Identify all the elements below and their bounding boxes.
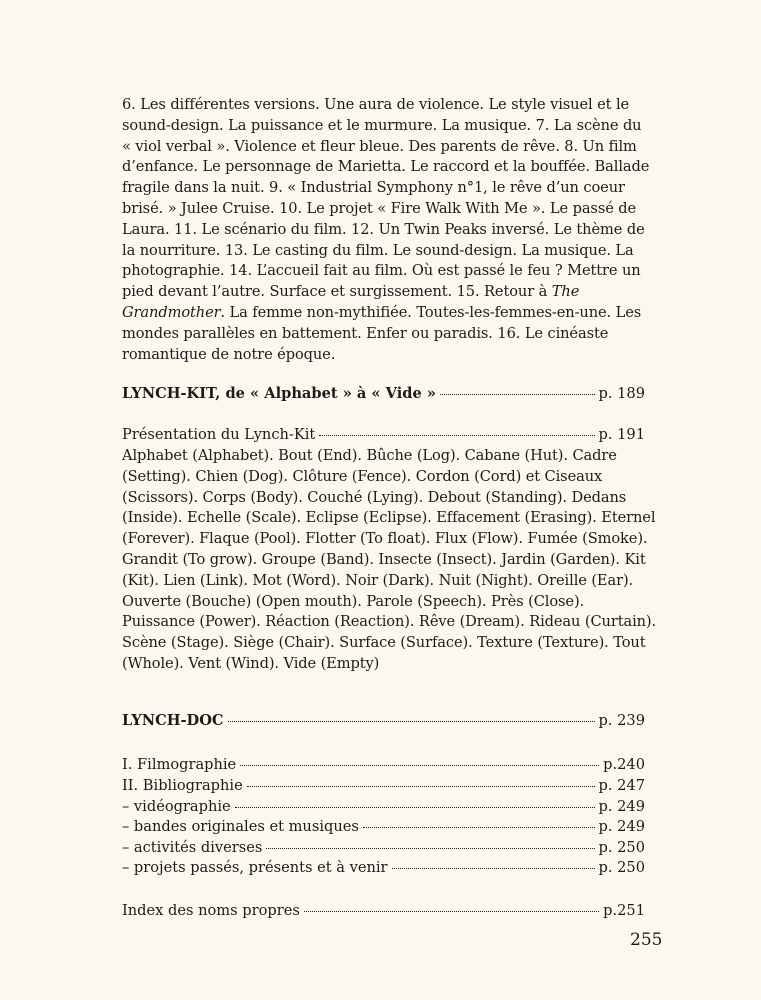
toc-item-page: p. 249: [598, 818, 645, 835]
toc-entry-lynch-kit: [122, 384, 645, 405]
toc-lynch-doc-heading: LYNCH-DOC: [122, 712, 224, 729]
dot-leader: [235, 807, 595, 808]
toc-item-label: – activités diverses: [122, 839, 263, 856]
dot-leader: [363, 827, 595, 828]
toc-lynch-kit-heading: LYNCH-KIT, de « Alphabet » à « Vide »: [122, 385, 436, 402]
toc-item-label: I. Filmographie: [122, 756, 237, 773]
toc-item-label: – vidéographie: [122, 798, 231, 815]
toc-item-page: p.240: [603, 756, 645, 773]
toc-presentation-label: Présentation du Lynch-Kit: [122, 426, 316, 443]
toc-entry-projets: [122, 858, 645, 879]
dot-leader: [247, 786, 595, 787]
toc-presentation-page: p. 191: [598, 426, 645, 443]
toc-entry-index: [122, 901, 645, 922]
page-number: 255: [630, 930, 663, 950]
dot-leader: [228, 721, 595, 722]
lynch-kit-entries: Alphabet (Alphabet). Bout (End). Bûche (Log). Cabane (Hut). Cadre (Setting). Chien (Dog). Clôture (Fence). Cordon (Cord) et Ciseaux (Scissors). Corps (Body). Couché (Lying). Debout (Standing). Dedans (Inside). Echelle (Scale). Eclipse (Eclipse). Effacement (Erasing). Eternel (Forever). Flaque (Pool). Flotter (To float). Flux (Flow). Fumée (Smoke). Grandit (To grow). Groupe (Band). Insecte (Insect). Jardin (Garden). Kit (Kit). Lien (Link). Mot (Word). Noir (Dark). Nuit (Night). Oreille (Ear). Ouverte (Bouche) (Open mouth). Parole (Speech). Près (Close). Puissance (Power). Réaction (Reaction). Rêve (Dream). Rideau (Curtain). Scène (Stage). Siège (Chair). Surface (Surface). Texture (Texture). Tout (Whole). Vent (Wind). Vide (Empty): [122, 447, 657, 672]
dot-leader: [392, 868, 595, 869]
dot-leader: [240, 765, 599, 766]
toc-entry-bandes-originales: [122, 817, 645, 838]
toc-index-page: p.251: [603, 902, 645, 919]
summary-text-part-2: . La femme non-mythifiée. Toutes-les-femmes-en-une. Les mondes parallèles en battement. Enfer ou paradis. 16. Le cinéaste romantique de notre époque.: [122, 303, 642, 363]
toc-item-label: – bandes originales et musiques: [122, 818, 359, 835]
toc-lynch-kit-page: p. 189: [598, 385, 645, 402]
dot-leader: [319, 435, 594, 436]
toc-item-label: II. Bibliographie: [122, 777, 243, 794]
toc-entry-activites-diverses: [122, 838, 645, 859]
toc-entry-videographie: [122, 797, 645, 818]
dot-leader: [266, 848, 594, 849]
summary-text-part-1: 6. Les différentes versions. Une aura de violence. Le style visuel et le sound-design. La puissance et le murmure. La musique. 7. La scène du « viol verbal ». Violence et fleur bleue. Des parents de rêve. 8. Un film d’enfance. Le personnage de Marietta. Le raccord et la bouffée. Ballade fragile dans la nuit. 9. « Industrial Symphony n°1, le rêve d’un coeur brisé. » Julee Cruise. 10. Le projet « Fire Walk With Me ». Le passé de Laura. 11. Le scénario du film. 12. Un Twin Peaks inversé. Le thème de la nourriture. 13. Le casting du film. Le sound-design. La musique. La photographie. 14. L’accueil fait au film. Où est passé le feu ? Mettre un pied devant l’autre. Surface et surgissement. 15. Retour à: [122, 96, 650, 301]
toc-entry-presentation: [122, 425, 645, 446]
toc-entry-bibliographie: [122, 776, 645, 797]
toc-entry-lynch-doc: [122, 711, 645, 732]
toc-entry-filmographie: [122, 755, 645, 776]
toc-item-label: – projets passés, présents et à venir: [122, 859, 388, 876]
toc-item-page: p. 247: [598, 777, 645, 794]
film-title-the-grandmother: The Grandmother: [122, 283, 580, 321]
toc-item-page: p. 250: [598, 859, 645, 876]
toc-index-label: Index des noms propres: [122, 902, 300, 919]
toc-lynch-doc-page: p. 239: [598, 712, 645, 729]
toc-item-page: p. 249: [598, 798, 645, 815]
dot-leader: [304, 911, 599, 912]
toc-item-page: p. 250: [598, 839, 645, 856]
chapter-summary-paragraph: [122, 95, 652, 365]
dot-leader: [440, 394, 595, 395]
